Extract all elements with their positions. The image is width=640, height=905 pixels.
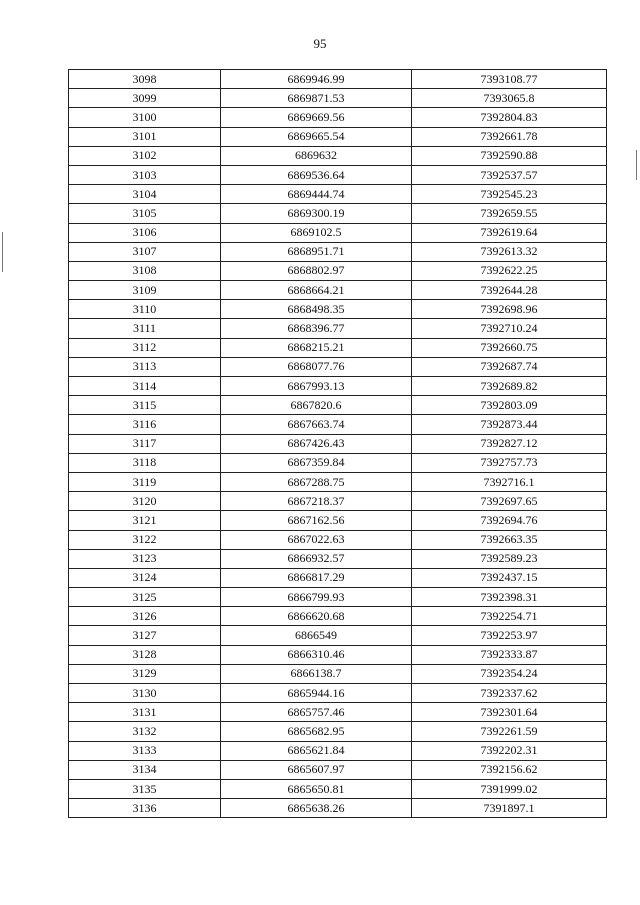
table-row [69,568,607,587]
x-coordinate-cell: 6869536.64 [221,165,412,184]
x-coordinate-cell: 6867162.56 [221,511,412,530]
y-coordinate-cell: 7392803.09 [412,396,607,415]
point-number-cell: 3116 [69,415,221,434]
x-coordinate-cell: 6866620.68 [221,607,412,626]
point-number-cell: 3131 [69,703,221,722]
x-coordinate-cell: 6866310.46 [221,645,412,664]
table-row [69,223,607,242]
table-row [69,530,607,549]
y-coordinate-cell: 7392333.87 [412,645,607,664]
table-row [69,127,607,146]
table-row [69,146,607,165]
y-coordinate-cell: 7392757.73 [412,453,607,472]
point-number-cell: 3120 [69,492,221,511]
table-row [69,645,607,664]
x-coordinate-cell: 6869102.5 [221,223,412,242]
point-number-cell: 3100 [69,108,221,127]
x-coordinate-cell: 6866799.93 [221,588,412,607]
y-coordinate-cell: 7392202.31 [412,741,607,760]
point-number-cell: 3098 [69,70,221,89]
y-coordinate-cell: 7391897.1 [412,799,607,818]
y-coordinate-cell: 7392659.55 [412,204,607,223]
point-number-cell: 3127 [69,626,221,645]
x-coordinate-cell: 6867426.43 [221,434,412,453]
y-coordinate-cell: 7392301.64 [412,703,607,722]
x-coordinate-cell: 6867359.84 [221,453,412,472]
point-number-cell: 3102 [69,146,221,165]
y-coordinate-cell: 7392253.97 [412,626,607,645]
table-row [69,434,607,453]
y-coordinate-cell: 7392619.64 [412,223,607,242]
x-coordinate-cell: 6868215.21 [221,338,412,357]
table-row [69,722,607,741]
point-number-cell: 3118 [69,453,221,472]
x-coordinate-cell: 6865638.26 [221,799,412,818]
y-coordinate-cell: 7392687.74 [412,357,607,376]
x-coordinate-cell: 6868498.35 [221,300,412,319]
scan-edge-mark-left [2,232,3,272]
x-coordinate-cell: 6869946.99 [221,70,412,89]
table-row [69,89,607,108]
x-coordinate-cell: 6865944.16 [221,684,412,703]
point-number-cell: 3123 [69,549,221,568]
y-coordinate-cell: 7392437.15 [412,568,607,587]
y-coordinate-cell: 7392689.82 [412,377,607,396]
x-coordinate-cell: 6865682.95 [221,722,412,741]
table-row [69,607,607,626]
x-coordinate-cell: 6869871.53 [221,89,412,108]
x-coordinate-cell: 6865621.84 [221,741,412,760]
table-row [69,703,607,722]
point-number-cell: 3110 [69,300,221,319]
point-number-cell: 3133 [69,741,221,760]
point-number-cell: 3126 [69,607,221,626]
x-coordinate-cell: 6869669.56 [221,108,412,127]
table-row [69,626,607,645]
point-number-cell: 3114 [69,377,221,396]
y-coordinate-cell: 7392613.32 [412,242,607,261]
x-coordinate-cell: 6868951.71 [221,242,412,261]
point-number-cell: 3135 [69,779,221,798]
point-number-cell: 3101 [69,127,221,146]
x-coordinate-cell: 6866932.57 [221,549,412,568]
x-coordinate-cell: 6869632 [221,146,412,165]
table-row [69,588,607,607]
x-coordinate-cell: 6867288.75 [221,472,412,491]
table-row [69,165,607,184]
table-row [69,472,607,491]
y-coordinate-cell: 7392661.78 [412,127,607,146]
point-number-cell: 3112 [69,338,221,357]
point-number-cell: 3130 [69,684,221,703]
y-coordinate-cell: 7392622.25 [412,261,607,280]
x-coordinate-cell: 6865650.81 [221,779,412,798]
table-row [69,338,607,357]
point-number-cell: 3109 [69,281,221,300]
table-row [69,779,607,798]
x-coordinate-cell: 6868802.97 [221,261,412,280]
y-coordinate-cell: 7392537.57 [412,165,607,184]
x-coordinate-cell: 6867993.13 [221,377,412,396]
coordinates-table-body [69,70,607,818]
scan-edge-mark-right [636,150,637,180]
y-coordinate-cell: 7392827.12 [412,434,607,453]
table-row [69,492,607,511]
table-row [69,549,607,568]
y-coordinate-cell: 7392660.75 [412,338,607,357]
x-coordinate-cell: 6866549 [221,626,412,645]
table-row [69,281,607,300]
table-row [69,741,607,760]
y-coordinate-cell: 7392156.62 [412,760,607,779]
x-coordinate-cell: 6869300.19 [221,204,412,223]
page-number: 95 [313,36,327,51]
x-coordinate-cell: 6868396.77 [221,319,412,338]
table-row [69,300,607,319]
y-coordinate-cell: 7392694.76 [412,511,607,530]
x-coordinate-cell: 6865757.46 [221,703,412,722]
point-number-cell: 3129 [69,664,221,683]
table-row [69,377,607,396]
point-number-cell: 3105 [69,204,221,223]
y-coordinate-cell: 7392545.23 [412,185,607,204]
table-row [69,396,607,415]
x-coordinate-cell: 6868664.21 [221,281,412,300]
point-number-cell: 3132 [69,722,221,741]
table-row [69,760,607,779]
x-coordinate-cell: 6866138.7 [221,664,412,683]
point-number-cell: 3121 [69,511,221,530]
point-number-cell: 3113 [69,357,221,376]
point-number-cell: 3111 [69,319,221,338]
point-number-cell: 3125 [69,588,221,607]
x-coordinate-cell: 6865607.97 [221,760,412,779]
x-coordinate-cell: 6867663.74 [221,415,412,434]
table-row [69,357,607,376]
table-row [69,415,607,434]
table-row [69,242,607,261]
point-number-cell: 3134 [69,760,221,779]
table-row [69,185,607,204]
table-row [69,319,607,338]
y-coordinate-cell: 7392398.31 [412,588,607,607]
point-number-cell: 3122 [69,530,221,549]
y-coordinate-cell: 7391999.02 [412,779,607,798]
y-coordinate-cell: 7392710.24 [412,319,607,338]
point-number-cell: 3124 [69,568,221,587]
y-coordinate-cell: 7393108.77 [412,70,607,89]
point-number-cell: 3103 [69,165,221,184]
y-coordinate-cell: 7392873.44 [412,415,607,434]
y-coordinate-cell: 7393065.8 [412,89,607,108]
point-number-cell: 3128 [69,645,221,664]
y-coordinate-cell: 7392804.83 [412,108,607,127]
point-number-cell: 3108 [69,261,221,280]
point-number-cell: 3117 [69,434,221,453]
table-row [69,511,607,530]
y-coordinate-cell: 7392697.65 [412,492,607,511]
x-coordinate-cell: 6867218.37 [221,492,412,511]
y-coordinate-cell: 7392698.96 [412,300,607,319]
table-row [69,684,607,703]
point-number-cell: 3099 [69,89,221,108]
x-coordinate-cell: 6868077.76 [221,357,412,376]
y-coordinate-cell: 7392590.88 [412,146,607,165]
y-coordinate-cell: 7392337.62 [412,684,607,703]
point-number-cell: 3136 [69,799,221,818]
point-number-cell: 3115 [69,396,221,415]
table-row [69,799,607,818]
y-coordinate-cell: 7392589.23 [412,549,607,568]
x-coordinate-cell: 6866817.29 [221,568,412,587]
coordinates-table [68,69,607,818]
x-coordinate-cell: 6867820.6 [221,396,412,415]
table-row [69,261,607,280]
y-coordinate-cell: 7392644.28 [412,281,607,300]
point-number-cell: 3119 [69,472,221,491]
table-row [69,70,607,89]
point-number-cell: 3107 [69,242,221,261]
y-coordinate-cell: 7392663.35 [412,530,607,549]
x-coordinate-cell: 6869444.74 [221,185,412,204]
table-row [69,453,607,472]
y-coordinate-cell: 7392354.24 [412,664,607,683]
y-coordinate-cell: 7392716.1 [412,472,607,491]
table-row [69,664,607,683]
x-coordinate-cell: 6867022.63 [221,530,412,549]
point-number-cell: 3104 [69,185,221,204]
y-coordinate-cell: 7392254.71 [412,607,607,626]
y-coordinate-cell: 7392261.59 [412,722,607,741]
x-coordinate-cell: 6869665.54 [221,127,412,146]
table-row [69,108,607,127]
point-number-cell: 3106 [69,223,221,242]
table-row [69,204,607,223]
